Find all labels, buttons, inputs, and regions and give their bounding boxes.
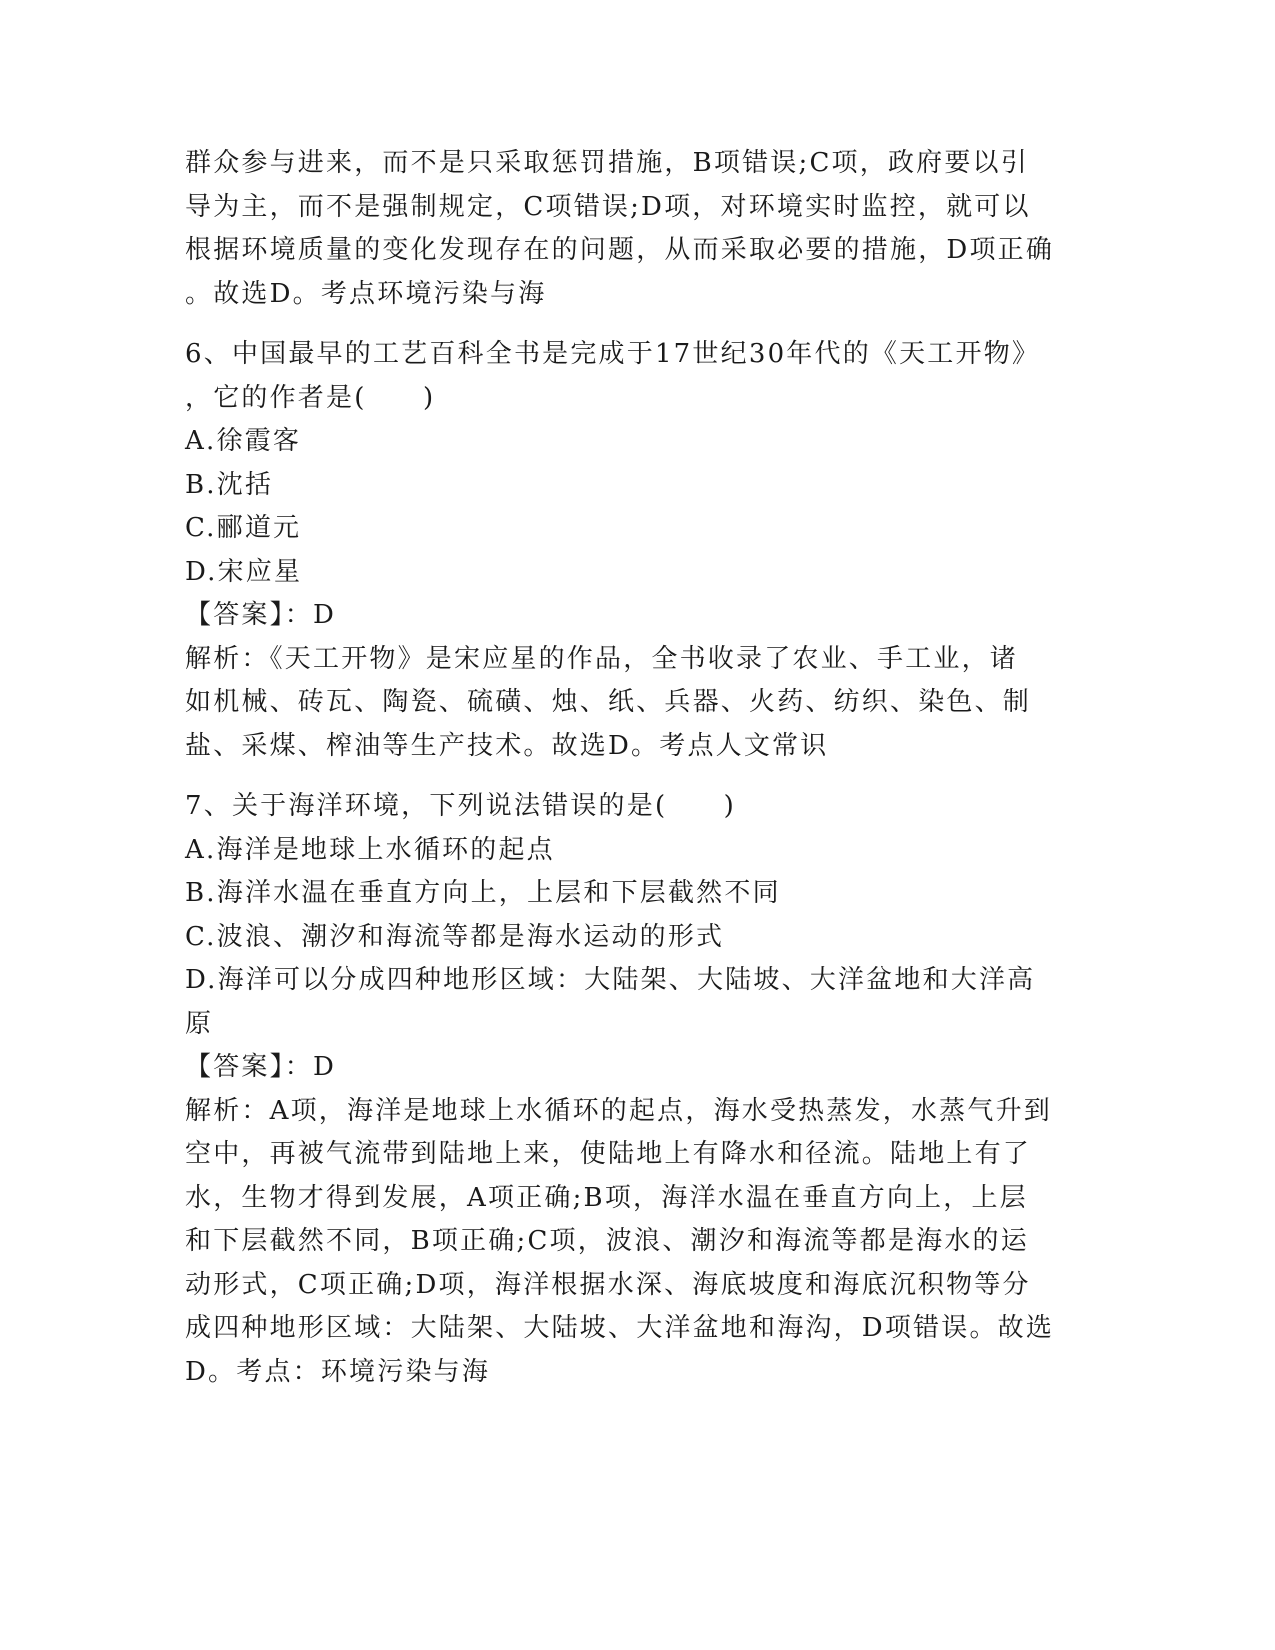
option-a: A.海洋是地球上水循环的起点 (185, 834, 555, 865)
question-text: ，它的作者是( ) (185, 382, 436, 413)
option-b: B.沈括 (185, 469, 274, 500)
option-a: A.徐霞客 (185, 426, 302, 456)
answer-line: 【答案】：D (185, 600, 337, 630)
analysis-line: 水，生物才得到发展，A项正确;B项，海洋水温在垂直方向上，上层 (185, 1182, 1028, 1213)
question-text: 7、关于海洋环境，下列说法错误的是( ) (185, 791, 737, 821)
analysis-line: 如机械、砖瓦、陶瓷、硫磺、烛、纸、兵器、火药、纺织、染色、制 (185, 687, 1032, 717)
option-b: B.海洋水温在垂直方向上，上层和下层截然不同 (185, 878, 781, 908)
option-c: C.波浪、潮汐和海流等都是海水运动的形式 (185, 921, 725, 952)
prev-analysis-block (185, 142, 1085, 316)
analysis-line: 动形式，C项正确;D项，海洋根据水深、海底坡度和海底沉积物等分 (185, 1269, 1031, 1300)
text-line: 。故选D。考点环境污染与海 (185, 278, 547, 309)
analysis-line: 解析：《天工开物》是宋应星的作品，全书收录了农业、手工业，诸 (185, 643, 1019, 674)
answer-line: 【答案】：D (185, 1052, 337, 1082)
option-c: C.郦道元 (185, 513, 302, 543)
analysis-line: D。考点：环境污染与海 (185, 1356, 491, 1387)
analysis-line: 和下层截然不同，B项正确;C项，波浪、潮汐和海流等都是海水的运 (185, 1226, 1029, 1256)
analysis-line: 空中，再被气流带到陆地上来，使陆地上有降水和径流。陆地上有了 (185, 1139, 1032, 1169)
text-line: 群众参与进来，而不是只采取惩罚措施，B项错误;C项，政府要以引 (185, 148, 1029, 178)
text-line: 导为主，而不是强制规定，C项错误;D项，对环境实时监控，就可以 (185, 191, 1031, 222)
analysis-line: 盐、采煤、榨油等生产技术。故选D。考点人文常识 (185, 730, 829, 761)
spacer (185, 316, 1085, 333)
analysis-line: 解析：A项，海洋是地球上水循环的起点，海水受热蒸发，水蒸气升到 (185, 1095, 1052, 1126)
text-line: 根据环境质量的变化发现存在的问题，从而采取必要的措施，D项正确 (185, 235, 1055, 265)
question-7 (185, 785, 1085, 1394)
question-6 (185, 333, 1085, 768)
analysis-line: 成四种地形区域：大陆架、大陆坡、大洋盆地和海沟，D项错误。故选 (185, 1313, 1055, 1343)
question-text: 6、中国最早的工艺百科全书是完成于17世纪30年代的《天工开物》 (185, 339, 1041, 369)
option-d-continued: 原 (185, 1008, 214, 1039)
option-d: D.宋应星 (185, 556, 303, 587)
option-d: D.海洋可以分成四种地形区域：大陆架、大陆坡、大洋盆地和大洋高 (185, 965, 1036, 995)
spacer (185, 768, 1085, 785)
document-page (185, 142, 1085, 1394)
